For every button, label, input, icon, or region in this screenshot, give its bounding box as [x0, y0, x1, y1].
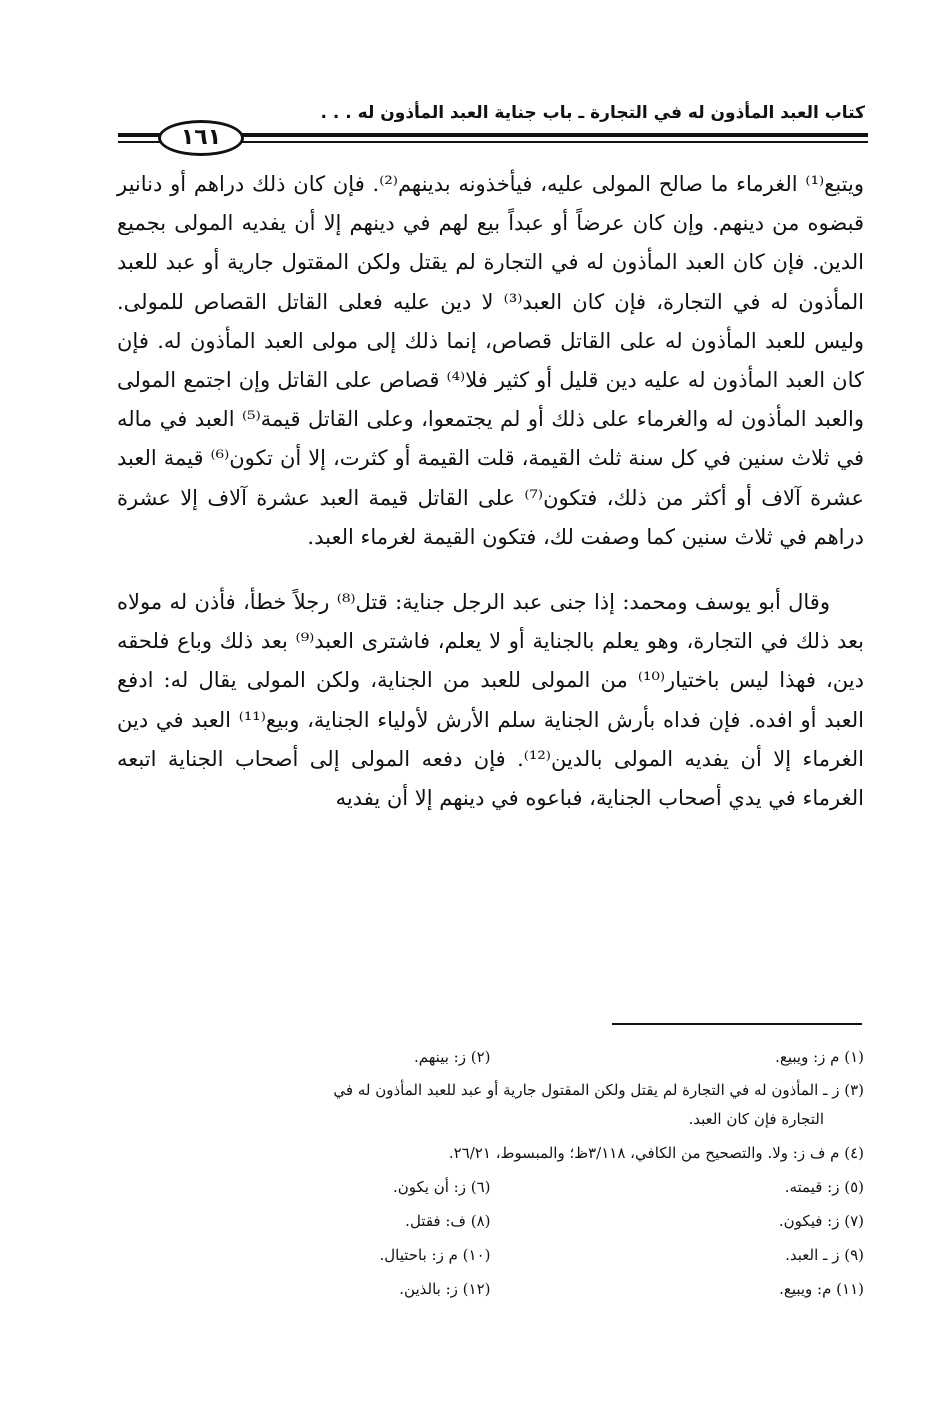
footnote-row: [117, 1272, 864, 1306]
footnote-9: (٩) ز ـ العبد.: [785, 1246, 864, 1264]
paragraph-1: ويتبع⁽¹⁾ الغرماء ما صالح المولى عليه، فيأخذونه بدينهم⁽²⁾. فإن كان ذلك دراهم أو دنانير قبضوه من دينهم. وإن كان عرضاً أو عبداً بيع لهم في دينهم إلا أن يفديه المولى بجميع الدين. فإن كان العبد المأذون له في التجارة لم يقتل ولكن المقتول جارية أو عبد للعبد المأذون له في التجارة، فإن كان العبد⁽³⁾ لا دين عليه فعلى القاتل القصاص للمولى. وليس للعبد المأذون له على القاتل قصاص، إنما ذلك إلى مولى العبد المأذون له. فإن كان العبد المأذون له عليه دين قليل أو كثير فلا⁽⁴⁾ قصاص على القاتل وإن اجتمع المولى والعبد المأذون له والغرماء على ذلك أو لم يجتمعوا، وعلى القاتل قيمة⁽⁵⁾ العبد في ماله في ثلاث سنين في كل سنة ثلث القيمة، قلت القيمة أو كثرت، إلا أن تكون⁽⁶⁾ قيمة العبد عشرة آلاف أو أكثر من ذلك، فتكون⁽⁷⁾ على القاتل قيمة العبد عشرة آلاف إلا عشرة دراهم في ثلاث سنين كما وصفت لك، فتكون القيمة لغرماء العبد.: [117, 172, 865, 549]
footnote-1: (١) م ز: ويبيع.: [775, 1048, 864, 1066]
footnote-row: [117, 1040, 864, 1074]
footnote-6: (٦) ز: أن يكون.: [392, 1178, 491, 1196]
footnote-row: [117, 1204, 864, 1238]
running-header: كتاب العبد المأذون له في التجارة ـ باب جناية العبد المأذون له . . .: [320, 103, 865, 123]
footnote-3-line-1: (٣) ز ـ المأذون له في التجارة لم يقتل ولكن المقتول جارية أو عبد للعبد المأذون له في: [333, 1081, 864, 1099]
footnote-4: (٤) م ف ز: ولا. والتصحيح من الكافي، ٣/١١٨ظ؛ والمبسوط، ٢٦/٢١.: [448, 1144, 864, 1162]
footnote-2: (٢) ز: بينهم.: [414, 1048, 491, 1066]
footnote-11: (١١) م: ويبيع.: [779, 1280, 864, 1298]
paragraph-2: وقال أبو يوسف ومحمد: إذا جنى عبد الرجل جناية: قتل⁽⁸⁾ رجلاً خطأ، فأذن له مولاه بعد ذلك في التجارة، وهو يعلم بالجناية أو لا يعلم، فاشترى العبد⁽⁹⁾ بعد ذلك وباع فلحقه دين، فهذا ليس باختيار⁽¹⁰⁾ من المولى للعبد من الجناية، ولكن المولى يقال له: ادفع العبد أو افده. فإن فداه بأرش الجناية سلم الأرش لأولياء الجناية، وبيع⁽¹¹⁾ العبد في دين الغرماء إلا أن يفديه المولى بالدين⁽¹²⁾. فإن دفعه المولى إلى أصحاب الجناية اتبعه الغرماء في يدي أصحاب الجناية، فباعوه في دينهم إلا أن يفديه: [117, 590, 864, 811]
footnote-row: [117, 1238, 864, 1272]
footnotes: [117, 1040, 864, 1306]
footnote-5: (٥) ز: قيمته.: [784, 1178, 864, 1196]
footnote-8: (٨) ف: فقتل.: [405, 1212, 491, 1230]
footnote-3-line-2: التجارة فإن كان العبد.: [688, 1110, 824, 1128]
footnote-separator: [612, 1023, 862, 1025]
footnote-7: (٧) ز: فيكون.: [778, 1212, 864, 1230]
page-number: ١٦١: [158, 120, 244, 156]
footnote-3: [117, 1074, 864, 1136]
footnote-row: [117, 1170, 864, 1204]
footnote-12: (١٢) ز: بالذين.: [399, 1280, 491, 1298]
footnote-10: (١٠) م ز: باحتيال.: [379, 1246, 491, 1264]
main-text: [117, 165, 864, 818]
